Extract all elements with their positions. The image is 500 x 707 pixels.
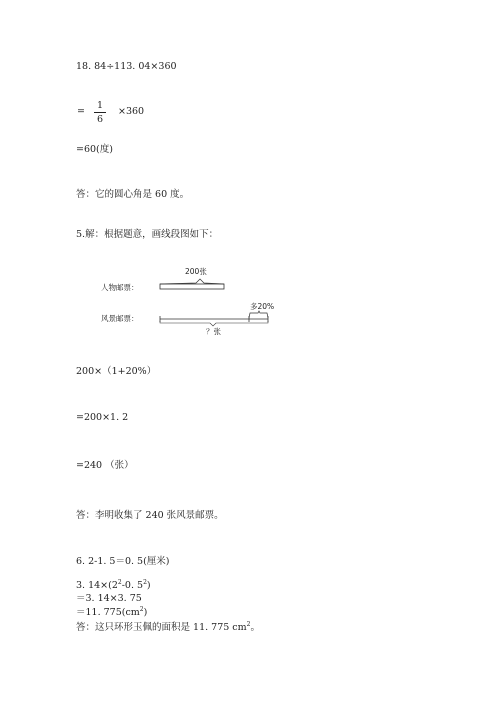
- p6-line-1: 6. 2-1. 5＝0. 5(厘米): [76, 556, 170, 567]
- p6-answer-a: 答：这只环形玉佩的面积是 11. 775 cm: [76, 622, 247, 633]
- p6-line-3: ＝3. 14×3. 75: [76, 593, 142, 604]
- p4-answer: 答：它的圆心角是 60 度。: [76, 189, 190, 200]
- p6-line-4-a: ＝11. 775(cm: [76, 607, 140, 618]
- p4-equals: =: [77, 106, 85, 117]
- p4-fraction-denominator: 6: [96, 114, 104, 125]
- p4-multiplier: ×360: [118, 106, 145, 117]
- p6-line-4: [76, 607, 147, 619]
- p5-row1-bar: [160, 284, 224, 289]
- p5-calc-2: =200×1. 2: [76, 412, 129, 423]
- p4-result: =60(度): [76, 144, 113, 155]
- p5-unknown-label: ？张: [206, 327, 221, 336]
- p6-answer-sup: 2: [246, 620, 251, 628]
- p5-calc-1: 200×（1+20%）: [76, 366, 157, 377]
- p6-line-2-c: ): [146, 580, 151, 591]
- p5-answer: 答：李明收集了 240 张风景邮票。: [76, 510, 224, 521]
- p5-top-brace: [160, 279, 224, 284]
- p6-line-2-sup2: 2: [143, 578, 147, 586]
- p6-answer: [76, 622, 260, 634]
- p6-answer-b: 。: [250, 622, 260, 633]
- p6-line-2: [76, 580, 151, 592]
- p6-line-4-sup: 2: [139, 605, 144, 613]
- p5-row1-label: 人物邮票：: [101, 283, 139, 292]
- p6-line-2-b: -0. 5: [121, 580, 144, 591]
- p5-extra-brace: [249, 311, 268, 318]
- p5-row2-label: 风景邮票：: [101, 314, 139, 323]
- p5-calc-3: =240 （张）: [76, 460, 134, 471]
- p4-fraction-numerator: 1: [96, 100, 104, 111]
- p5-heading: 5.解：根据题意，画线段图如下：: [76, 229, 219, 240]
- p5-top-value-label: 200张: [185, 267, 207, 276]
- p5-extra-label: 多20%: [250, 302, 275, 311]
- p6-line-2-a: 3. 14×(2: [76, 580, 118, 591]
- p4-expression: 18. 84÷113. 04×360: [76, 61, 177, 72]
- p6-line-4-b: ): [143, 607, 148, 618]
- p6-line-2-sup1: 2: [117, 578, 122, 586]
